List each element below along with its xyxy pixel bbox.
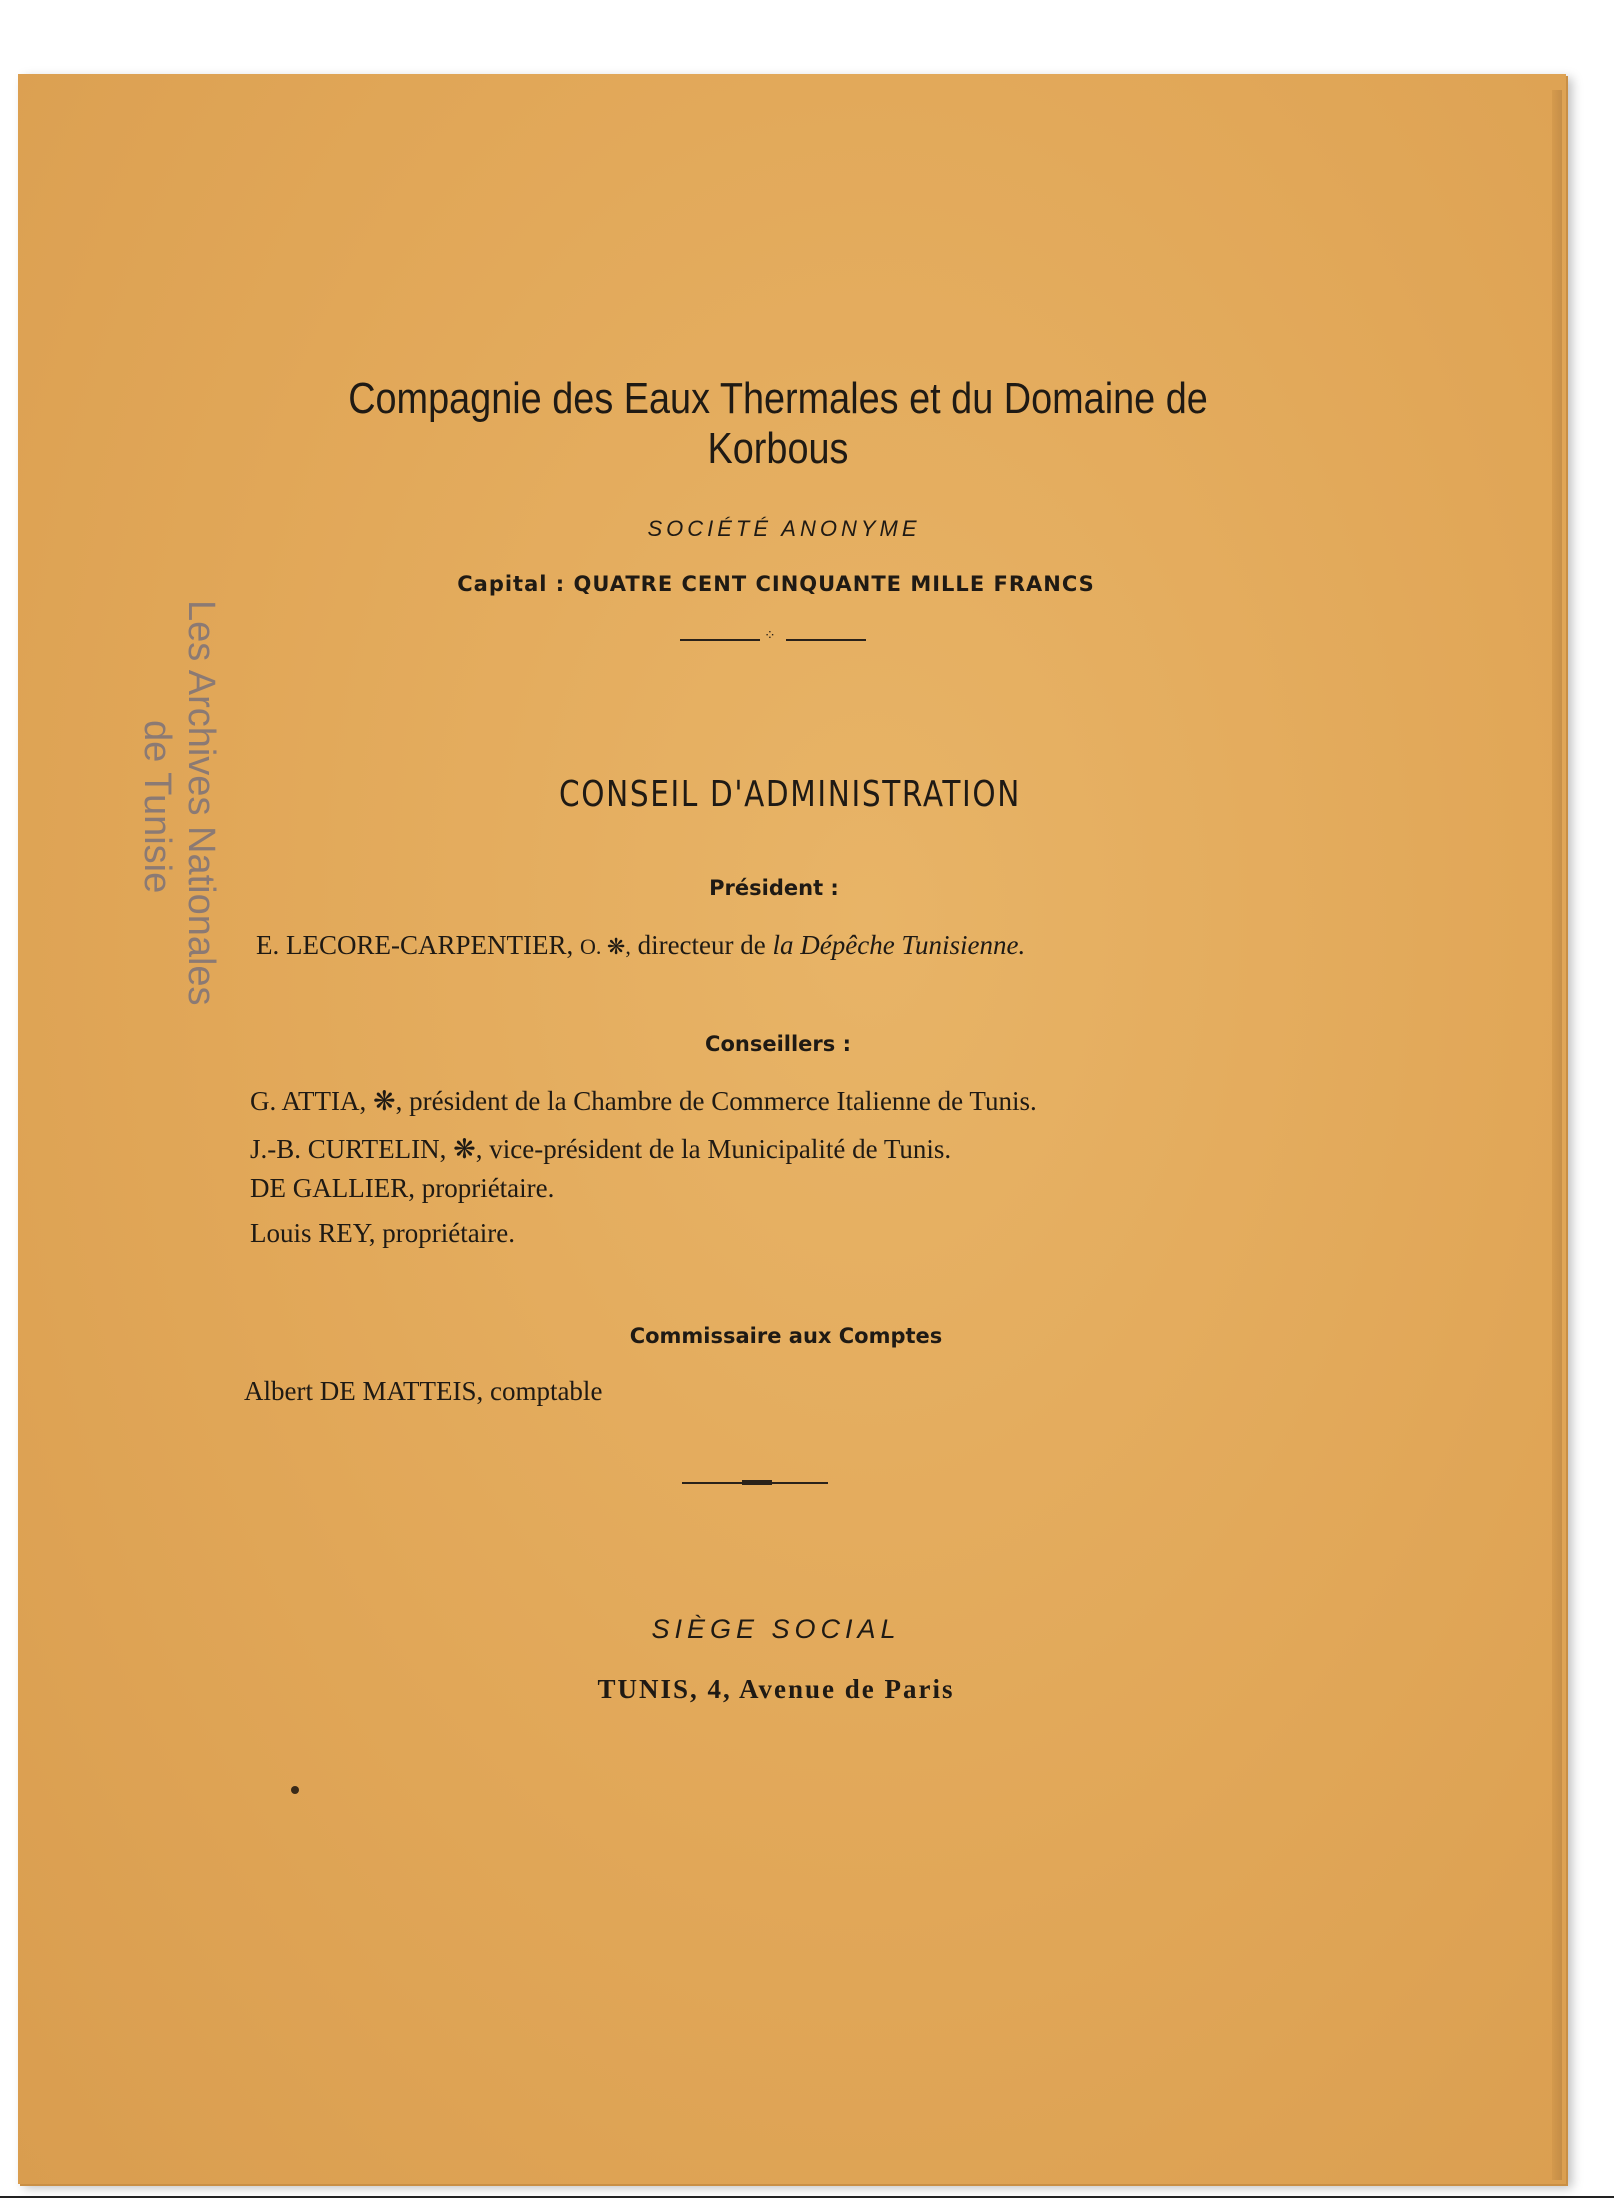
siege-address: TUNIS, 4, Avenue de Paris	[597, 1674, 955, 1704]
conseiller-item: Louis REY, propriétaire.	[250, 1218, 515, 1248]
president-decoration: O. ❋,	[580, 934, 631, 959]
conseillers-heading: Conseillers :	[705, 1032, 851, 1056]
board-title: CONSEIL D'ADMINISTRATION	[558, 774, 1021, 815]
president-line	[256, 930, 1025, 961]
conseiller-item: DE GALLIER, propriétaire.	[250, 1173, 555, 1203]
commissaire-line: Albert DE MATTEIS, comptable	[244, 1376, 603, 1406]
president-name: E. LECORE-CARPENTIER,	[256, 930, 574, 960]
archive-stamp	[118, 600, 228, 1020]
page-edge	[1552, 90, 1562, 2180]
conseiller-item: G. ATTIA, ❋, président de la Chambre de Commerce Italienne de Tunis.	[250, 1086, 1037, 1116]
company-name: Compagnie des Eaux Thermales et du Domaine de Korbous	[348, 374, 1208, 473]
stamp-line: de Tunisie	[136, 720, 178, 894]
conseiller-item: J.-B. CURTELIN, ❋, vice-président de la Municipalité de Tunis.	[250, 1134, 952, 1164]
scan-border	[0, 2196, 1614, 2198]
president-role: directeur de	[637, 930, 766, 960]
siege-heading: SIÈGE SOCIAL	[651, 1614, 901, 1644]
document-page	[18, 74, 1566, 2184]
president-publication: la Dépêche Tunisienne.	[772, 930, 1026, 960]
capital-line: Capital : QUATRE CENT CINQUANTE MILLE FRANCS	[457, 572, 1095, 596]
company-type: SOCIÉTÉ ANONYME	[647, 516, 921, 541]
commissaire-heading: Commissaire aux Comptes	[629, 1324, 943, 1348]
divider-ornament: ⁘	[764, 628, 776, 644]
ink-speck	[291, 1786, 299, 1794]
stamp-line: Les Archives Nationales	[180, 600, 222, 1006]
president-heading: Président :	[709, 876, 839, 900]
